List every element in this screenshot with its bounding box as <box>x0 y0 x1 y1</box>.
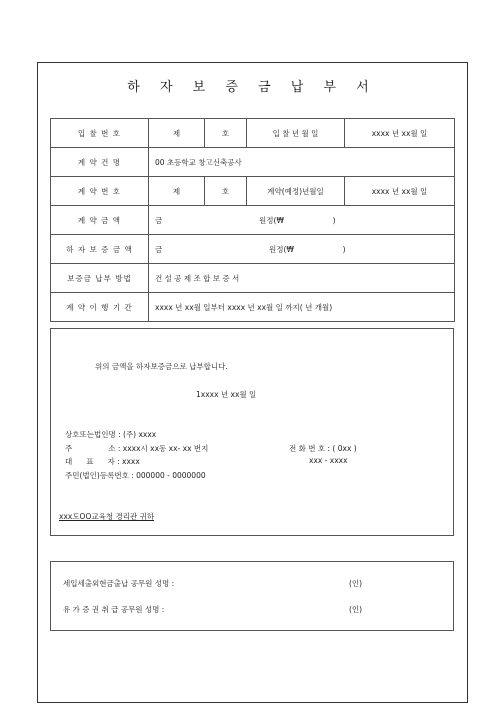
phone-label: 전 화 번 호 : ( 0xx ) <box>289 444 357 453</box>
statement-text: 위의 금액을 하자보증금으로 납부합니다. <box>95 362 228 371</box>
bid-no-prefix: 제 <box>149 119 205 148</box>
form-title: 하 자 보 증 금 납 부 서 <box>127 80 377 95</box>
rep-label: 대 <box>65 457 73 466</box>
contract-date-value: xxxx 년 xx월 일 <box>345 177 455 206</box>
contract-no-prefix: 제 <box>149 177 205 206</box>
bid-no-suffix: 호 <box>205 119 247 148</box>
declaration-box <box>50 328 454 536</box>
bid-date-label: 입 찰 년 월 일 <box>247 119 345 148</box>
payment-method-value: 건 설 공 제 조 합 보 증 서 <box>149 264 455 293</box>
address-line <box>65 443 208 454</box>
rep-end: 자 : xxxx <box>107 457 140 466</box>
contract-item-label: 계 약 건 명 <box>51 148 149 177</box>
address-sep: 소 : <box>108 444 121 453</box>
securities-seal: (인) <box>349 605 363 614</box>
contract-no-label: 계 약 번 호 <box>51 177 149 206</box>
contract-date-label: 계약(예정)년월일 <box>247 177 345 206</box>
recipient-line: xxx도OO교육청 경리관 귀하 <box>59 512 155 521</box>
warranty-amount-label: 하 자 보 증 금 액 <box>51 235 149 264</box>
warranty-amount-prefix: 금 <box>155 244 163 254</box>
signature-box <box>50 561 454 631</box>
row-period <box>51 293 455 322</box>
cashier-seal: (인) <box>349 579 363 588</box>
company-line: 상호또는법인명 : (주) xxxx <box>65 430 157 439</box>
phone-value: xxx - xxxx <box>309 456 348 465</box>
contract-amount-label: 계 약 금 액 <box>51 206 149 235</box>
row-contract-no <box>51 177 455 206</box>
contract-amount-value <box>149 206 455 235</box>
rep-mid: 표 <box>86 457 94 466</box>
cashier-official-label: 세입세출외현금출납 공무원 성명 : <box>63 579 175 588</box>
row-payment-method <box>51 264 455 293</box>
period-value: xxxx 년 xx월 일부터 xxxx 년 xx월 일 까지( 년 개월) <box>149 293 455 322</box>
row-warranty-amount <box>51 235 455 264</box>
row-contract-item <box>51 148 455 177</box>
bid-no-label: 입 찰 번 호 <box>51 119 149 148</box>
rep-line <box>65 456 140 467</box>
contract-amount-close: ) <box>332 215 336 225</box>
payment-method-label: 보증금 납부 방법 <box>51 264 149 293</box>
row-bid-no <box>51 119 455 148</box>
period-label: 계 약 이 행 기 간 <box>51 293 149 322</box>
row-contract-amount <box>51 206 455 235</box>
contract-amount-won: 원정(₩ <box>259 215 284 225</box>
warranty-amount-close: ) <box>342 244 346 254</box>
securities-official-label: 유 가 증 권 취 급 공무원 성명 : <box>63 605 165 614</box>
address-value: xxxx시 xx동 xx- xx 번지 <box>122 444 209 453</box>
contract-no-suffix: 호 <box>205 177 247 206</box>
warranty-amount-value <box>149 235 455 264</box>
bid-date-value: xxxx 년 xx월 일 <box>345 119 455 148</box>
address-label: 주 <box>65 444 73 453</box>
registration-number: 주민(법인)등록번호 : 000000 - 0000000 <box>65 471 206 480</box>
form-table <box>50 118 455 322</box>
contract-amount-prefix: 금 <box>155 215 163 225</box>
contract-item-value: 00 초등학교 창고신축공사 <box>149 148 455 177</box>
declaration-date: 1xxxx 년 xx월 일 <box>196 390 257 399</box>
warranty-amount-won: 원정(₩ <box>269 244 294 254</box>
